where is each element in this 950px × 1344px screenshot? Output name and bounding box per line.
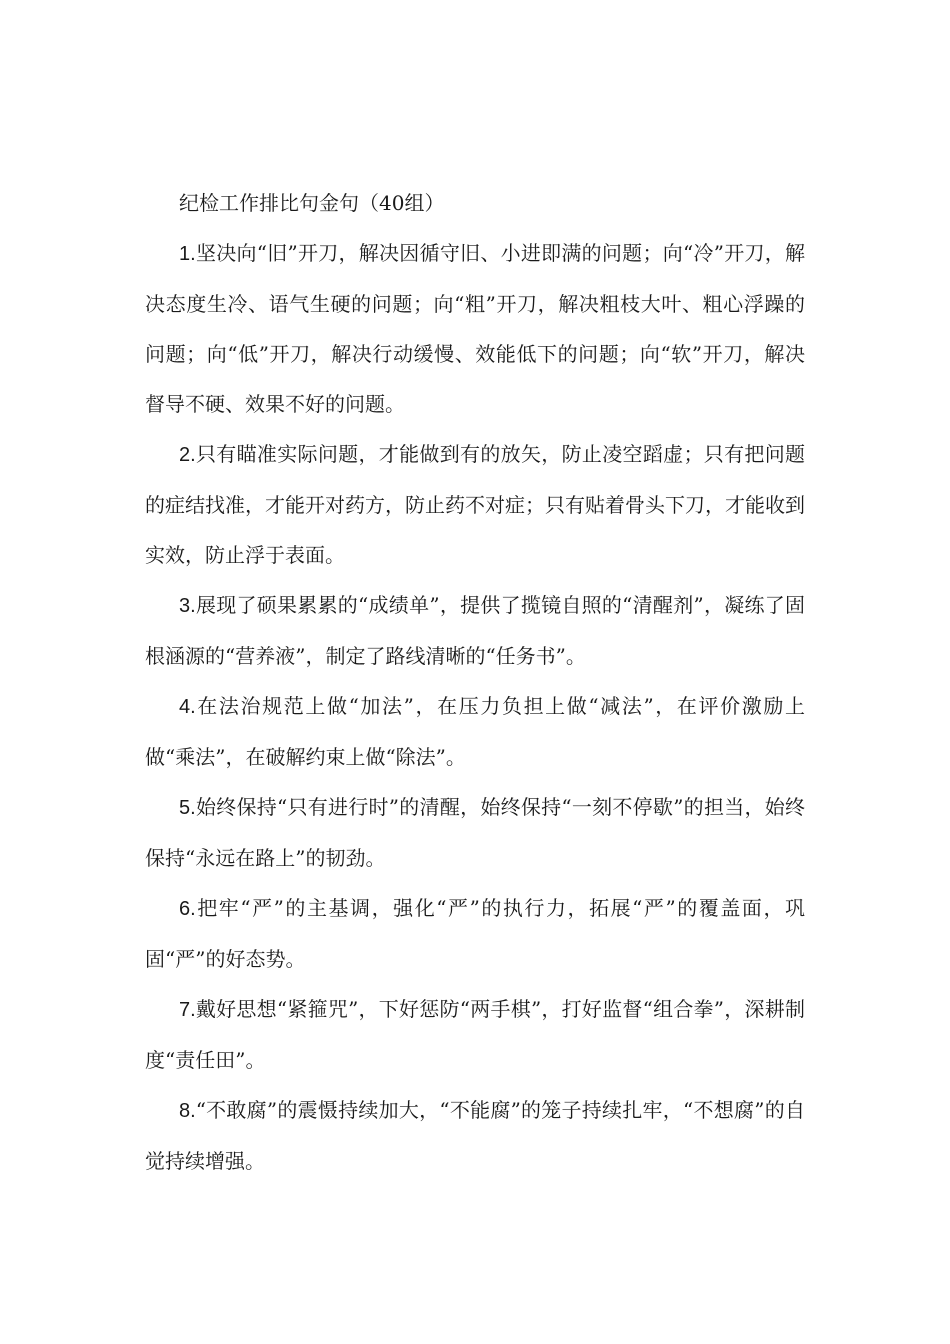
paragraph-number: 3. (179, 595, 196, 617)
paragraph-6 (145, 883, 805, 984)
paragraph-text: 坚决向“旧”开刀，解决因循守旧、小进即满的问题；向“冷”开刀，解决态度生冷、语气生硬的问题；向“粗”开刀，解决粗枝大叶、粗心浮躁的问题；向“低”开刀，解决行动缓慢、效能低下的问题；向“软”开刀，解决督导不硬、效果不好的问题。 (145, 241, 805, 416)
paragraph-7 (145, 984, 805, 1085)
paragraph-number: 1. (179, 243, 196, 265)
document-title: 纪检工作排比句金句（40组） (179, 191, 445, 215)
paragraph-text: 始终保持“只有进行时”的清醒，始终保持“一刻不停歇”的担当，始终保持“永远在路上”的韧劲。 (145, 795, 805, 870)
paragraph-number: 7. (179, 999, 196, 1021)
paragraph-8 (145, 1085, 805, 1186)
paragraph-text: 戴好思想“紧箍咒”，下好惩防“两手棋”，打好监督“组合拳”，深耕制度“责任田”。 (145, 997, 805, 1072)
paragraph-1 (145, 228, 805, 429)
paragraph-number: 2. (179, 444, 196, 466)
paragraph-3 (145, 580, 805, 681)
paragraph-2 (145, 429, 805, 580)
document-page (145, 178, 805, 1186)
paragraph-text: 展现了硕果累累的“成绩单”，提供了揽镜自照的“清醒剂”，凝练了固根涵源的“营养液”，制定了路线清晰的“任务书”。 (145, 593, 805, 668)
paragraph-number: 8. (179, 1100, 196, 1122)
paragraph-text: 在法治规范上做“加法”，在压力负担上做“减法”，在评价激励上做“乘法”，在破解约束上做“除法”。 (145, 694, 805, 769)
paragraph-number: 6. (179, 898, 196, 920)
paragraph-5 (145, 782, 805, 883)
paragraph-text: 把牢“严”的主基调，强化“严”的执行力，拓展“严”的覆盖面，巩固“严”的好态势。 (145, 896, 805, 971)
paragraph-text: 只有瞄准实际问题，才能做到有的放矢，防止凌空蹈虚；只有把问题的症结找准，才能开对药方，防止药不对症；只有贴着骨头下刀，才能收到实效，防止浮于表面。 (145, 442, 805, 567)
paragraph-number: 4. (179, 696, 196, 718)
paragraph-number: 5. (179, 797, 196, 819)
paragraph-text: “不敢腐”的震慑持续加大，“不能腐”的笼子持续扎牢，“不想腐”的自觉持续增强。 (145, 1098, 805, 1173)
paragraph-4 (145, 681, 805, 782)
